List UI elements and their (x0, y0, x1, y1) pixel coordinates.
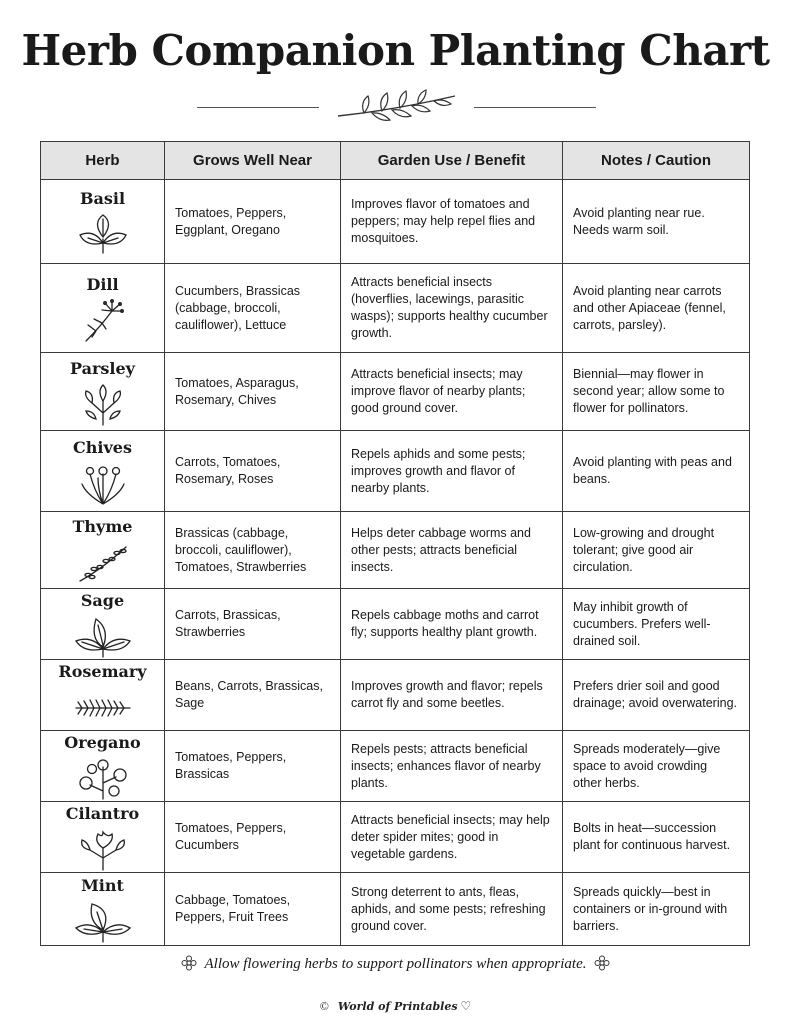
copyright-symbol: © (319, 999, 329, 1013)
garden-use-cell: Improves growth and flavor; repels carrot fly and some beetles. (341, 660, 563, 731)
thyme-sprig-icon (72, 541, 134, 585)
herb-cell (41, 660, 165, 731)
garden-use-cell: Repels aphids and some pests; improves growth and flavor of nearby plants. (341, 431, 563, 512)
grows-well-near-cell: Tomatoes, Peppers, Eggplant, Oregano (165, 180, 341, 264)
herb-name: Basil (79, 188, 126, 208)
notes-cell: Biennial—may flower in second year; allow some to flower for pollinators. (563, 353, 750, 431)
herb-name: Dill (86, 275, 119, 294)
table-row (41, 802, 750, 873)
table-row (41, 180, 750, 264)
grows-well-near-cell: Carrots, Tomatoes, Rosemary, Roses (165, 431, 341, 512)
grows-well-near-cell: Cabbage, Tomatoes, Peppers, Fruit Trees (165, 873, 341, 946)
herb-cell (41, 802, 165, 873)
garden-use-cell: Strong deterrent to ants, fleas, aphids, and some pests; refreshing ground cover. (341, 873, 563, 946)
garden-use-cell: Attracts beneficial insects (hoverflies, lacewings, parasitic wasps); supports healthy cucumber growth. (341, 264, 563, 353)
notes-cell: Prefers drier soil and good drainage; avoid overwatering. (563, 660, 750, 731)
table-row (41, 264, 750, 353)
herb-name: Oregano (64, 733, 141, 752)
herb-name: Thyme (72, 517, 133, 536)
herb-name: Parsley (70, 358, 135, 378)
table-row (41, 731, 750, 802)
table-row (41, 431, 750, 512)
garden-use-cell: Repels pests; attracts beneficial insects; enhances flavor of nearby plants. (341, 731, 563, 802)
flower-icon (594, 955, 610, 971)
dill-frond-icon (72, 299, 134, 343)
basil-leaf-icon (72, 213, 134, 257)
column-header-grows-well-near: Grows Well Near (165, 142, 341, 180)
notes-cell: Avoid planting near rue. Needs warm soil. (563, 180, 750, 264)
oregano-sprig-icon (72, 757, 134, 801)
title-divider-left (197, 107, 319, 108)
column-header-garden-use: Garden Use / Benefit (341, 142, 563, 180)
leaf-sprig-icon (334, 88, 459, 128)
parsley-sprig-icon (72, 383, 134, 427)
table-row (41, 512, 750, 589)
pollinator-footnote (0, 955, 791, 973)
garden-use-cell: Improves flavor of tomatoes and peppers; may help repel flies and mosquitoes. (341, 180, 563, 264)
grows-well-near-cell: Beans, Carrots, Brassicas, Sage (165, 660, 341, 731)
herb-cell (41, 353, 165, 431)
herb-name: Chives (73, 438, 132, 457)
notes-cell: Low-growing and drought tolerant; give good air circulation. (563, 512, 750, 589)
cilantro-sprig-icon (72, 828, 134, 872)
herb-name: Mint (81, 876, 124, 895)
flower-icon (181, 955, 197, 971)
rosemary-sprig-icon (72, 686, 134, 730)
garden-use-cell: Repels cabbage moths and carrot fly; supports healthy plant growth. (341, 589, 563, 660)
notes-cell: May inhibit growth of cucumbers. Prefers well-drained soil. (563, 589, 750, 660)
footnote-text: Allow flowering herbs to support pollinators when appropriate. (204, 956, 587, 972)
table-header-row (41, 142, 750, 180)
table-row (41, 589, 750, 660)
table-row (41, 660, 750, 731)
garden-use-cell: Attracts beneficial insects; may help deter spider mites; good in vegetable gardens. (341, 802, 563, 873)
herb-cell (41, 873, 165, 946)
garden-use-cell: Helps deter cabbage worms and other pests; attracts beneficial insects. (341, 512, 563, 589)
grows-well-near-cell: Tomatoes, Peppers, Cucumbers (165, 802, 341, 873)
herb-cell (41, 264, 165, 353)
table-row (41, 873, 750, 946)
page-title: Herb Companion Planting Chart (21, 26, 770, 75)
chives-icon (72, 462, 134, 506)
grows-well-near-cell: Carrots, Brassicas, Strawberries (165, 589, 341, 660)
title-divider-right (474, 107, 596, 108)
grows-well-near-cell: Cucumbers, Brassicas (cabbage, broccoli, cauliflower), Lettuce (165, 264, 341, 353)
herb-cell (41, 431, 165, 512)
mint-leaf-icon (72, 900, 134, 944)
column-header-herb: Herb (41, 142, 165, 180)
notes-cell: Bolts in heat—succession plant for continuous harvest. (563, 802, 750, 873)
notes-cell: Avoid planting near carrots and other Apiaceae (fennel, carrots, parsley). (563, 264, 750, 353)
grows-well-near-cell: Tomatoes, Asparagus, Rosemary, Chives (165, 353, 341, 431)
grows-well-near-cell: Tomatoes, Peppers, Brassicas (165, 731, 341, 802)
herb-cell (41, 731, 165, 802)
heart-icon: ♡ (460, 999, 472, 1013)
herb-cell (41, 512, 165, 589)
column-header-notes: Notes / Caution (563, 142, 750, 180)
herb-name: Sage (80, 591, 125, 610)
herb-cell (41, 180, 165, 264)
garden-use-cell: Attracts beneficial insects; may improve flavor of nearby plants; good ground cover. (341, 353, 563, 431)
sage-leaf-icon (72, 615, 134, 659)
table-row (41, 353, 750, 431)
herb-cell (41, 589, 165, 660)
herb-name: Rosemary (58, 662, 147, 681)
brand-logo (0, 999, 791, 1014)
notes-cell: Spreads moderately—give space to avoid crowding other herbs. (563, 731, 750, 802)
herb-name: Cilantro (65, 804, 140, 823)
notes-cell: Spreads quickly—best in containers or in-ground with barriers. (563, 873, 750, 946)
notes-cell: Avoid planting with peas and beans. (563, 431, 750, 512)
grows-well-near-cell: Brassicas (cabbage, broccoli, cauliflower), Tomatoes, Strawberries (165, 512, 341, 589)
companion-planting-table (40, 141, 750, 946)
brand-name: World of Printables (337, 1000, 458, 1013)
